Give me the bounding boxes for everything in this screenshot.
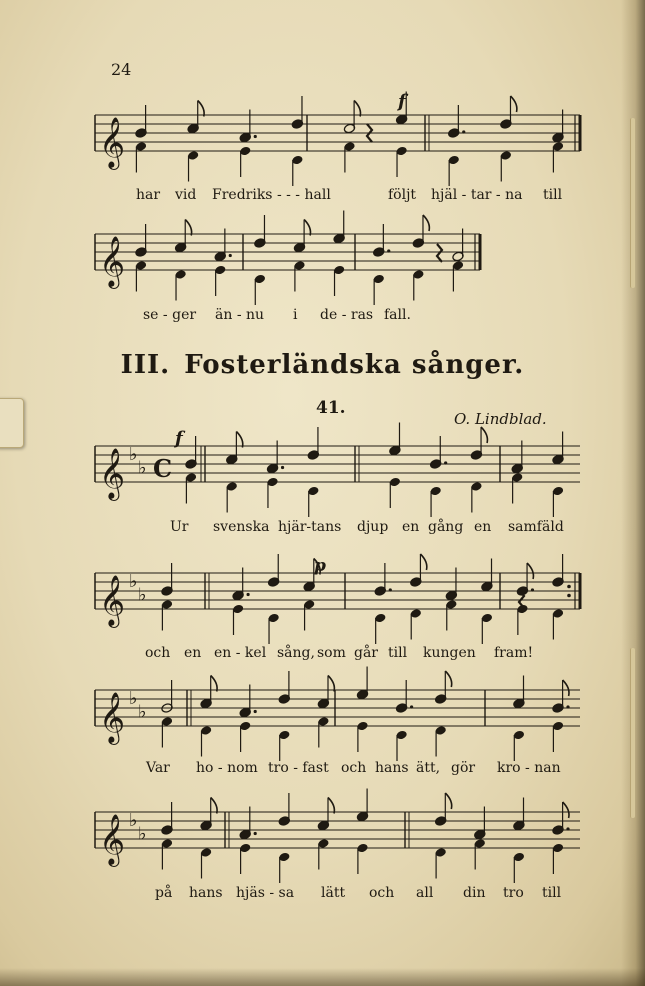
lyric-syllable: hjär-tans [278, 519, 342, 535]
song-number: 41. [316, 398, 346, 418]
lyric-syllable: vid [175, 187, 197, 203]
lyric-syllable: gör [451, 760, 476, 776]
note-flag [510, 96, 516, 112]
lyric-syllable: Ur [170, 519, 189, 535]
section-numeral: III. [120, 350, 171, 380]
lyric-syllable: till [542, 885, 562, 901]
lyric-syllable: Fredriks - - - hall [212, 187, 331, 203]
key-signature-flat: ♭ [138, 823, 147, 845]
dot-augmentation [566, 705, 569, 708]
note-flag [328, 798, 334, 814]
repeat-dot [567, 585, 571, 589]
lyric-syllable: fall. [384, 307, 411, 323]
dot-augmentation [531, 588, 534, 591]
section-title [0, 350, 645, 380]
dot-augmentation [246, 593, 249, 596]
dot-augmentation [254, 135, 257, 138]
lyric-syllable: svenska [213, 519, 270, 535]
lyric-syllable: en [474, 519, 492, 535]
lyric-syllable: sång, [277, 645, 315, 661]
forte-mark: f [175, 428, 183, 449]
dot-augmentation [462, 130, 465, 133]
lyric-syllable: kungen [423, 645, 476, 661]
lyric-syllable: som [317, 645, 346, 661]
treble-clef: 𝄞 [99, 117, 126, 168]
key-signature-flat: ♭ [138, 457, 147, 479]
key-signature-flat: ♭ [129, 571, 138, 592]
note-flag [354, 101, 360, 117]
key-signature-flat: ♭ [129, 444, 138, 465]
lyric-syllable: Var [146, 760, 170, 776]
treble-clef: 𝄞 [99, 692, 126, 743]
lyric-syllable: hjäl - tar - na [431, 187, 523, 203]
lyric-syllable: och [341, 760, 367, 776]
dot-augmentation [566, 827, 569, 830]
note-flag [211, 798, 217, 814]
lyric-syllable: och [369, 885, 395, 901]
dot-augmentation [444, 461, 447, 464]
lyric-syllable: i [293, 307, 298, 323]
dot-augmentation [281, 466, 284, 469]
lyric-syllable: ho - nom [196, 760, 258, 776]
note-flag [527, 563, 533, 579]
lyric-syllable: till [388, 645, 408, 661]
lyric-syllable: ätt, [416, 760, 441, 776]
dot-augmentation [389, 588, 392, 591]
treble-clef: 𝄞 [99, 814, 126, 865]
repeat-dot [567, 594, 571, 598]
lyric-syllable: se - ger [143, 307, 197, 323]
lyric-syllable: en - kel [214, 645, 267, 661]
lyric-syllable: all [416, 885, 434, 901]
key-signature-flat: ♭ [138, 584, 147, 606]
section-title-text: Fosterländska sånger. [184, 350, 525, 380]
treble-clef: 𝄞 [99, 236, 126, 287]
dot-augmentation [254, 832, 257, 835]
lyric-syllable: har [136, 187, 161, 203]
note-flag [198, 101, 204, 117]
note-flag [563, 680, 569, 696]
lyric-syllable: till [543, 187, 563, 203]
note-flag [445, 671, 451, 687]
lyric-syllable: hjäs - sa [236, 885, 295, 901]
note-flag [185, 220, 191, 236]
lyric-syllable: och [145, 645, 171, 661]
note-flag [423, 215, 429, 231]
dot-augmentation [387, 249, 390, 252]
key-signature-flat: ♭ [129, 688, 138, 709]
lyric-syllable: hans [189, 885, 223, 901]
lyric-syllable: går [354, 645, 379, 661]
lyric-syllable: en [184, 645, 202, 661]
lyric-syllable: en [402, 519, 420, 535]
composer-name: O. Lindblad. [454, 410, 547, 428]
forte-mark: f [398, 91, 406, 112]
lyric-syllable: lätt [321, 885, 346, 901]
time-signature: C [153, 454, 173, 483]
key-signature-flat: ♭ [138, 701, 147, 723]
page-number: 24 [111, 60, 132, 79]
note-flag [304, 220, 310, 236]
lyric-syllable: kro - nan [497, 760, 561, 776]
lyric-syllable: gång [428, 519, 464, 535]
note-flag [236, 432, 242, 448]
treble-clef: 𝄞 [99, 575, 126, 626]
dot-augmentation [254, 710, 257, 713]
note-flag [445, 793, 451, 809]
note-flag [481, 427, 487, 443]
lyric-syllable: än - nu [215, 307, 265, 323]
dot-augmentation [229, 254, 232, 257]
note-flag [328, 676, 334, 692]
lyric-syllable: tro - fast [268, 760, 329, 776]
lyric-syllable: fram! [494, 645, 534, 661]
lyric-syllable: samfäld [508, 519, 564, 535]
piano-mark: p [314, 556, 326, 576]
quarter-rest [437, 244, 442, 262]
key-signature-flat: ♭ [129, 810, 138, 831]
dot-augmentation [410, 705, 413, 708]
note-flag [420, 554, 426, 570]
lyric-syllable: följt [388, 187, 417, 203]
note-flag [211, 676, 217, 692]
lyric-syllable: djup [357, 519, 389, 535]
lyric-syllable: tro [503, 885, 524, 901]
lyric-syllable: hans [375, 760, 409, 776]
lyric-syllable: din [463, 885, 486, 901]
treble-clef: 𝄞 [99, 448, 126, 499]
note-flag [563, 802, 569, 818]
lyric-syllable: de - ras [320, 307, 374, 323]
lyric-syllable: på [155, 885, 173, 901]
